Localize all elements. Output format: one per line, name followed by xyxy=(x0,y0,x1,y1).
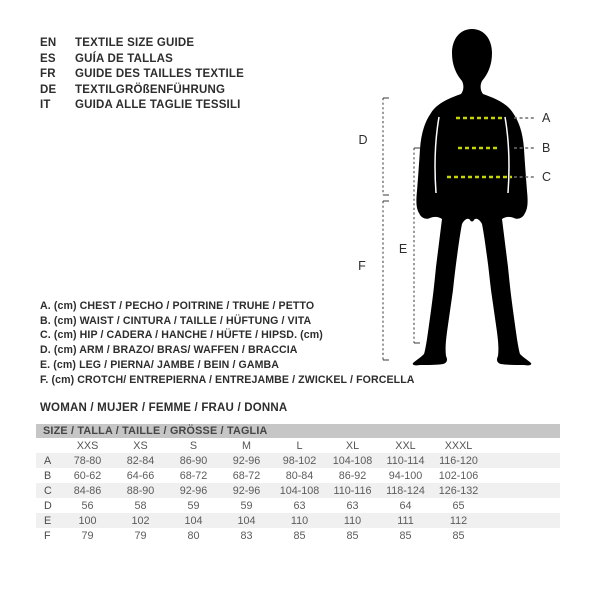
size-column-header: XS xyxy=(133,439,148,452)
size-value-cell: 83 xyxy=(240,529,253,542)
size-row-label: C xyxy=(44,484,52,497)
size-row-label: E xyxy=(44,514,52,527)
crotch-label: F xyxy=(358,259,366,273)
language-row xyxy=(40,36,244,52)
size-value-cell: 118-124 xyxy=(386,484,425,497)
measurement-legend-row: E. (cm) LEG / PIERNA/ JAMBE / BEIN / GAMBA xyxy=(40,358,280,371)
size-column-header: XXL xyxy=(395,439,416,452)
size-table-row xyxy=(36,453,560,468)
size-value-cell: 60-62 xyxy=(73,469,102,482)
measurement-legend-row: B. (cm) WAIST / CINTURA / TAILLE / HÜFTUNG / VITA xyxy=(40,314,312,327)
size-value-cell: 80-84 xyxy=(285,469,314,482)
size-column-header: S xyxy=(189,439,198,452)
size-table-row xyxy=(36,498,560,513)
size-value-cell: 102 xyxy=(131,514,150,527)
size-value-cell: 79 xyxy=(134,529,147,542)
language-row xyxy=(40,83,244,99)
measurement-legend xyxy=(40,299,415,387)
size-value-cell: 116-120 xyxy=(439,454,478,467)
size-value-cell: 65 xyxy=(452,499,465,512)
size-value-cell: 64-66 xyxy=(126,469,155,482)
size-row-label: D xyxy=(44,499,52,512)
size-value-cell: 63 xyxy=(293,499,306,512)
language-code: IT xyxy=(40,99,51,112)
size-value-cell: 104-108 xyxy=(332,454,373,467)
size-column-header: XXXL xyxy=(444,439,473,452)
measurement-legend-row: A. (cm) CHEST / PECHO / POITRINE / TRUHE / PETTO xyxy=(40,300,315,312)
size-table-row xyxy=(36,513,560,528)
size-value-cell: 94-100 xyxy=(388,469,423,482)
hip-label: C xyxy=(542,170,552,184)
measurement-legend-row: C. (cm) HIP / CADERA / HANCHE / HÜFTE / HIPSD. (cm) xyxy=(40,329,323,342)
size-table xyxy=(36,424,560,543)
language-title: GUIDE DES TAILLES TEXTILE xyxy=(75,68,244,81)
size-value-cell: 86-90 xyxy=(179,454,208,467)
language-code: ES xyxy=(40,52,56,65)
size-value-cell: 92-96 xyxy=(232,454,261,467)
size-value-cell: 56 xyxy=(81,499,94,512)
size-row-label: B xyxy=(44,469,52,482)
size-value-cell: 68-72 xyxy=(232,469,261,482)
size-value-cell: 111 xyxy=(397,514,414,527)
size-column-header: XL xyxy=(345,439,360,452)
size-value-cell: 92-96 xyxy=(179,484,208,497)
language-row xyxy=(40,67,244,83)
size-value-cell: 110-116 xyxy=(333,484,372,497)
size-value-cell: 88-90 xyxy=(126,484,155,497)
language-code: DE xyxy=(40,83,57,96)
size-value-cell: 82-84 xyxy=(126,454,155,467)
size-value-cell: 85 xyxy=(346,529,359,542)
size-column-header: XXS xyxy=(76,439,99,452)
size-value-cell: 63 xyxy=(346,499,359,512)
size-value-cell: 64 xyxy=(399,499,412,512)
size-value-cell: 100 xyxy=(78,514,97,527)
size-column-header: M xyxy=(242,439,251,452)
size-column-header: L xyxy=(296,439,303,452)
size-table-row xyxy=(36,528,560,543)
size-value-cell: 79 xyxy=(81,529,94,542)
language-code: FR xyxy=(40,68,56,81)
language-title-list xyxy=(40,36,244,114)
size-row-label: F xyxy=(44,529,51,542)
size-value-cell: 59 xyxy=(240,499,253,512)
size-value-cell: 78-80 xyxy=(73,454,102,467)
measurement-legend-row: D. (cm) ARM / BRAZO/ BRAS/ WAFFEN / BRACCIA xyxy=(40,344,298,357)
size-table-header: SIZE / TALLA / TAILLE / GRÖSSE / TAGLIA xyxy=(36,424,560,438)
size-value-cell: 110 xyxy=(290,514,309,527)
size-value-cell: 84-86 xyxy=(73,484,102,497)
size-table-row xyxy=(36,483,560,498)
size-value-cell: 92-96 xyxy=(232,484,261,497)
leg-gap-line xyxy=(471,225,472,352)
size-value-cell: 59 xyxy=(187,499,200,512)
language-title: TEXTILE SIZE GUIDE xyxy=(75,37,195,49)
size-table-row xyxy=(36,468,560,483)
size-value-cell: 86-92 xyxy=(338,469,367,482)
size-value-cell: 68-72 xyxy=(179,469,208,482)
size-value-cell: 104 xyxy=(237,514,256,527)
size-value-cell: 102-106 xyxy=(438,469,479,482)
size-value-cell: 126-132 xyxy=(438,484,479,497)
leg-label: E xyxy=(398,242,408,256)
size-value-cell: 104-108 xyxy=(279,484,320,497)
gender-label: WOMAN / MUJER / FEMME / FRAU / DONNA xyxy=(40,402,288,414)
size-value-cell: 110 xyxy=(343,514,362,527)
size-value-cell: 80 xyxy=(187,529,200,542)
size-value-cell: 98-102 xyxy=(282,454,317,467)
language-code: EN xyxy=(40,37,57,49)
chest-label: A xyxy=(542,111,551,125)
language-title: GUÍA DE TALLAS xyxy=(75,52,173,65)
measurement-legend-row: F. (cm) CROTCH/ ENTREPIERNA / ENTREJAMBE / ZWICKEL / FORCELLA xyxy=(40,373,415,386)
size-value-cell: 85 xyxy=(293,529,306,542)
size-value-cell: 112 xyxy=(449,514,468,527)
waist-label: B xyxy=(542,141,551,155)
size-columns-row xyxy=(36,438,560,453)
size-value-cell: 104 xyxy=(184,514,203,527)
size-value-cell: 110-114 xyxy=(386,454,425,467)
size-row-label: A xyxy=(44,454,52,467)
size-value-cell: 85 xyxy=(399,529,412,542)
woman-silhouette xyxy=(413,29,531,365)
size-table-body xyxy=(36,438,560,543)
language-title: TEXTILGRÖßENFÜHRUNG xyxy=(75,83,226,96)
size-value-cell: 85 xyxy=(452,529,465,542)
size-value-cell: 58 xyxy=(134,499,147,512)
arm-label: D xyxy=(358,133,368,147)
language-row xyxy=(40,52,244,68)
language-title: GUIDA ALLE TAGLIE TESSILI xyxy=(75,99,241,112)
language-row xyxy=(40,98,244,114)
